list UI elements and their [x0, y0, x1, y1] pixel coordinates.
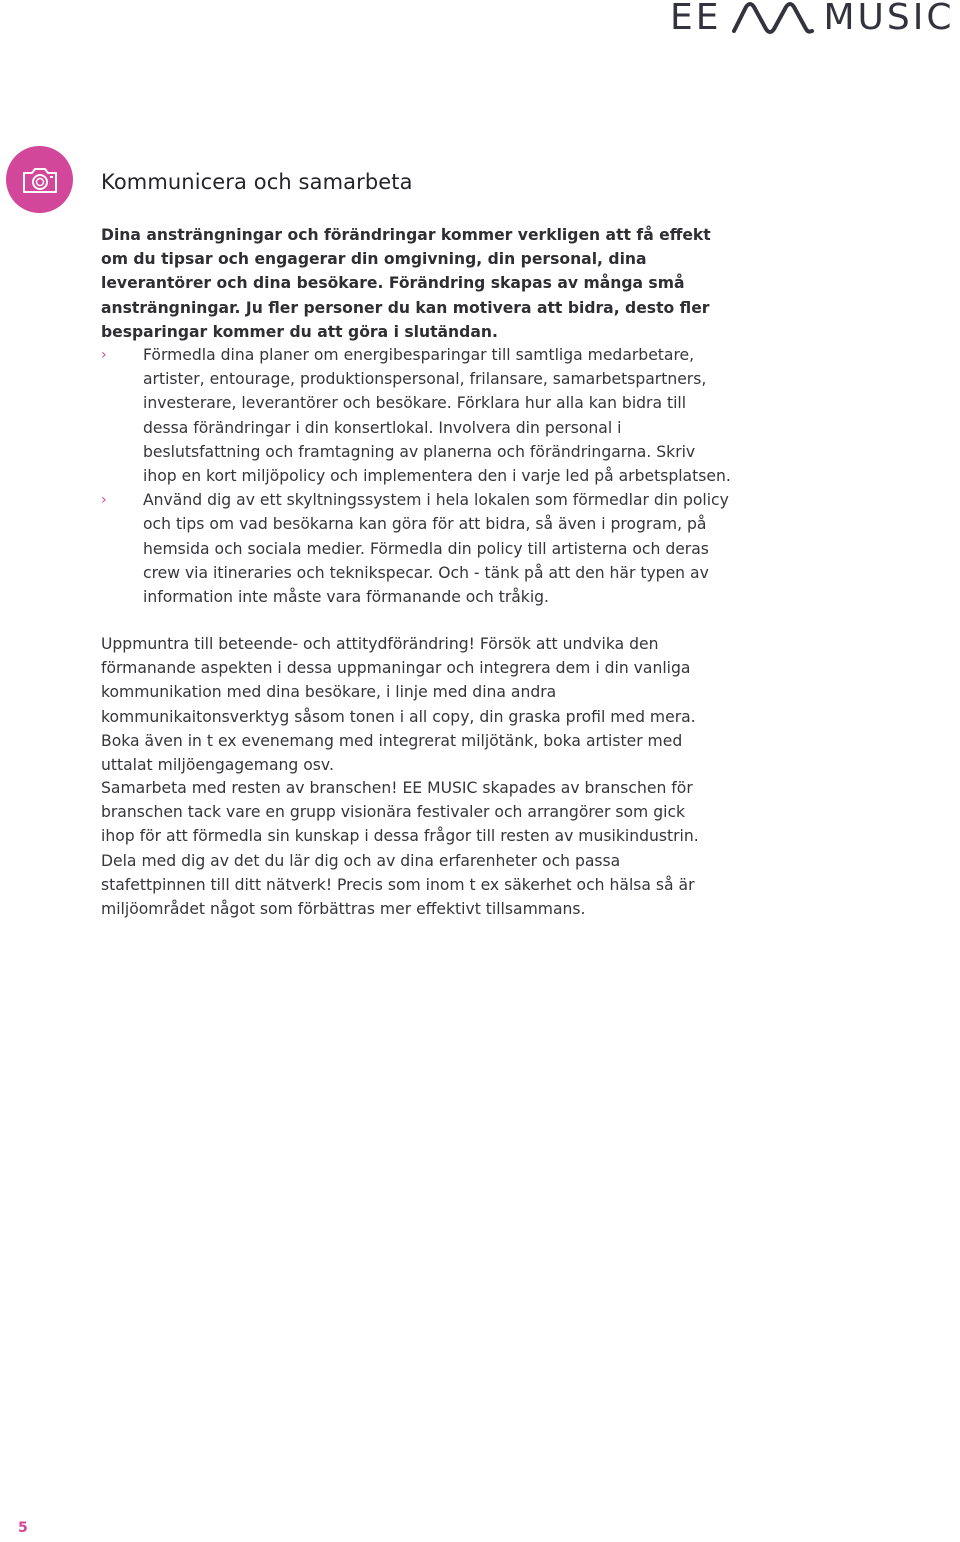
logo-ee-text: EE: [670, 0, 722, 38]
bullet-list: [101, 343, 731, 609]
bullet-text: Använd dig av ett skyltningssystem i hela lokalen som förmedlar din policy och tips om vad besökarna kan göra för att bidra, så även i program, på hemsida och sociala medier. Förmedla din policy till artisterna och deras crew via itineraries och teknikspecar. Och - tänk på att den här typen av information inte måste vara förmanande och tråkig.: [143, 491, 729, 607]
logo-music-text: MUSIC: [823, 0, 955, 38]
bullet-text: Förmedla dina planer om energibesparingar till samtliga medarbetare, artister, entourage, produktionspersonal, frilansare, samarbetspartners, investerare, leverantörer och besökare. Förklara hur alla kan bidra till dessa förändringar i din konsertlokal. Involvera din personal i beslutsfattning och framtagning av planerna och förändringarna. Skriv ihop en kort miljöpolicy och implementera den i varje led på arbetsplatsen.: [143, 346, 731, 486]
section-title: Kommunicera och samarbeta: [101, 170, 413, 194]
camera-icon: [20, 164, 60, 196]
brand-logo: [670, 0, 960, 36]
body-paragraph: Uppmuntra till beteende- och attitydförändring! Försök att undvika den förmanande aspekten i dessa uppmaningar och integrera dem i din vanliga kommunikation med dina besökare, i linje med dina andra kommunikaitonsverktyg såsom tonen i all copy, din graska profil med mera. Boka även in t ex evenemang med integrerat miljötänk, boka artister med uttalat miljöengagemang osv.: [101, 635, 696, 775]
section-badge: [6, 146, 73, 213]
intro-paragraph: Dina ansträngningar och förändringar kommer verkligen att få effekt om du tipsar och engagerar din omgivning, din personal, dina leverantörer och dina besökare. Förändring skapas av många små ansträngningar. Ju fler personer du kan motivera att bidra, desto fler besparingar kommer du att göra i slutändan.: [101, 226, 711, 341]
chevron-right-icon: ›: [101, 347, 107, 363]
body-paragraph: Samarbeta med resten av branschen! EE MUSIC skapades av branschen för branschen tack vare en grupp visionära festivaler och arrangörer som gick ihop för att förmedla sin kunskap i dessa frågor till resten av musikindustrin. Dela med dig av det du lär dig och av dina erfarenheter och passa stafettpinnen till ditt nätverk! Precis som inom t ex säkerhet och hälsa så är miljöområdet något som förbättras mer effektivt tillsammans.: [101, 779, 699, 919]
wave-logo-icon: [732, 1, 814, 35]
chevron-right-icon: ›: [101, 492, 107, 509]
list-item: [101, 343, 731, 488]
list-item: [101, 488, 731, 609]
page-number: 5: [18, 1520, 28, 1536]
